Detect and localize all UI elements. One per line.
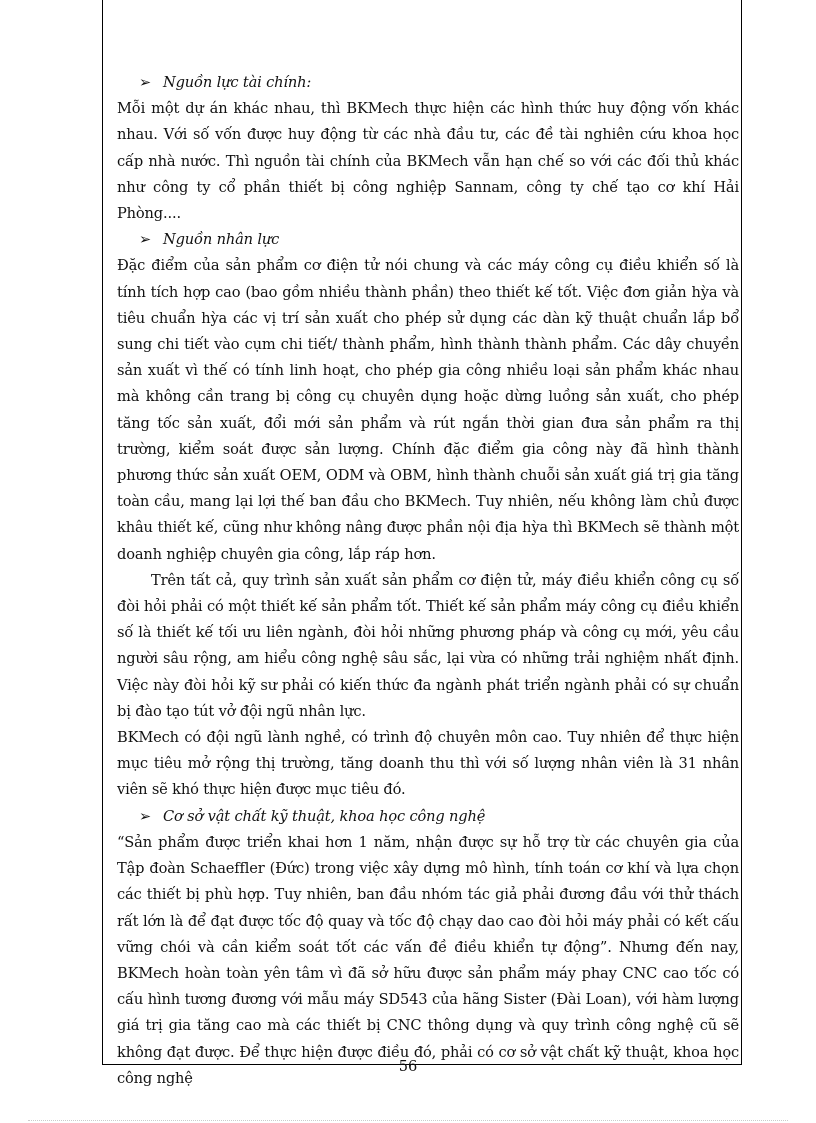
paragraph: Trên tất cả, quy trình sản xuất sản phẩm cơ điện tử, máy điều khiển công cụ số đòi hỏi phải có một thiết kế sản phẩm tốt. Thiết kế sản phẩm máy công cụ điều khiển số là thiết kế tối ưu liên ngành, đòi hỏi những phương pháp và công cụ mới, yêu cầu người sâu rộng, am hiểu công nghệ sâu sắc, lại vừa có những trải nghiệm nhất định. Việc này đòi hỏi kỹ sư phải có kiến thức đa ngành phát triển ngành phải có sự chuẩn bị đào tạo tút vở đội ngũ nhân lực. xyxy=(117,571,739,720)
heading-text: Nguồn nhân lực xyxy=(163,231,280,249)
paragraph: Đặc điểm của sản phẩm cơ điện tử nói chung và các máy công cụ điều khiển số là tính tích hợp cao (bao gồm nhiều thành phần) theo thiết kế tốt. Việc đơn giản hỳa và tiêu chuẩn hỳa các vị trí sản xuất cho phép sử dụng các dàn kỹ thuật chuẩn lắp bổ sung chi tiết vào cụm chi tiết/ thành phẩm, hình thành thành phẩm. Các dây chuyền sản xuất vì thế có tính linh hoạt, cho phép gia công nhiều loại sản phẩm khác nhau mà không cần trang bị công cụ chuyên dụng hoặc dừng luồng sản xuất, cho phép tăng tốc sản xuất, đổi mới sản phẩm và rút ngắn thời gian đưa sản phẩm ra thị trường, kiểm soát được sản lượng. Chính đặc điểm gia công này đã hình thành phương thức sản xuất OEM, ODM và OBM, hình thành chuỗi sản xuất giá trị gia tăng toàn cầu, mang lại lợi thế ban đầu cho BKMech. Tuy nhiên, nếu không làm chủ được khâu thiết kế, cũng như không nâng được phần nội địa hỳa thì BKMech sẽ thành một doanh nghiệp chuyên gia công, lắp ráp hơn. xyxy=(117,257,739,563)
paragraph: “Sản phẩm được triển khai hơn 1 năm, nhận được sự hỗ trợ từ các chuyên gia của Tập đoàn Schaeffler (Đức) trong việc xây dựng mô hình, tính toán cơ khí và lựa chọn các thiết bị phù hợp. Tuy nhiên, ban đầu nhóm tác giả phải đương đầu với thử thách rất lớn là để đạt được tốc độ quay và tốc độ chạy dao cao đòi hỏi máy phải có kết cấu vững chói và cần kiểm soát tốt các vấn đề điều khiển tự động”. Nhưng đến nay, BKMech hoàn toàn yên tâm vì đã sở hữu được sản phẩm máy phay CNC cao tốc có cấu hình tương đương với mẫu máy SD543 của hãng Sister (Đài Loan), với hàm lượng giá trị gia tăng cao mà các thiết bị CNC thông dụng và quy trình công nghệ cũ sẽ không đạt được. Để thực hiện được điều đó, phải có cơ sở vật chất kỹ thuật, khoa học công nghệ xyxy=(117,833,739,1087)
arrow-bullet-icon: ➢ xyxy=(139,74,152,91)
arrow-bullet-icon: ➢ xyxy=(139,231,152,249)
page-number: 56 xyxy=(398,1058,418,1075)
section-heading-finance xyxy=(117,70,739,96)
paragraph: BKMech có đội ngũ lành nghề, có trình độ chuyên môn cao. Tuy nhiên để thực hiện mục tiêu mở rộng thị trường, tăng doanh thu thì với số lượng nhân viên là 31 nhân viên sẽ khó thực hiện được mục tiêu đó. xyxy=(117,729,739,799)
paragraph: Mỗi một dự án khác nhau, thì BKMech thực hiện các hình thức huy động vốn khác nhau. Với số vốn được huy động từ các nhà đầu tư, các đề tài nghiên cứu khoa học cấp nhà nước. Thì nguồn tài chính của BKMech vẫn hạn chế so với các đối thủ khác như công ty cổ phần thiết bị công nghiệp Sannam, công ty chế tạo cơ khí Hải Phòng.... xyxy=(117,100,739,223)
page-bottom-divider xyxy=(28,1120,788,1121)
arrow-bullet-icon: ➢ xyxy=(139,807,152,825)
section-heading-human-resources xyxy=(117,227,739,253)
section-heading-facilities xyxy=(117,804,739,830)
heading-text: Nguồn lực tài chính: xyxy=(163,74,312,91)
heading-text: Cơ sở vật chất kỹ thuật, khoa học công nghệ xyxy=(163,807,486,825)
document-body xyxy=(117,70,739,1092)
